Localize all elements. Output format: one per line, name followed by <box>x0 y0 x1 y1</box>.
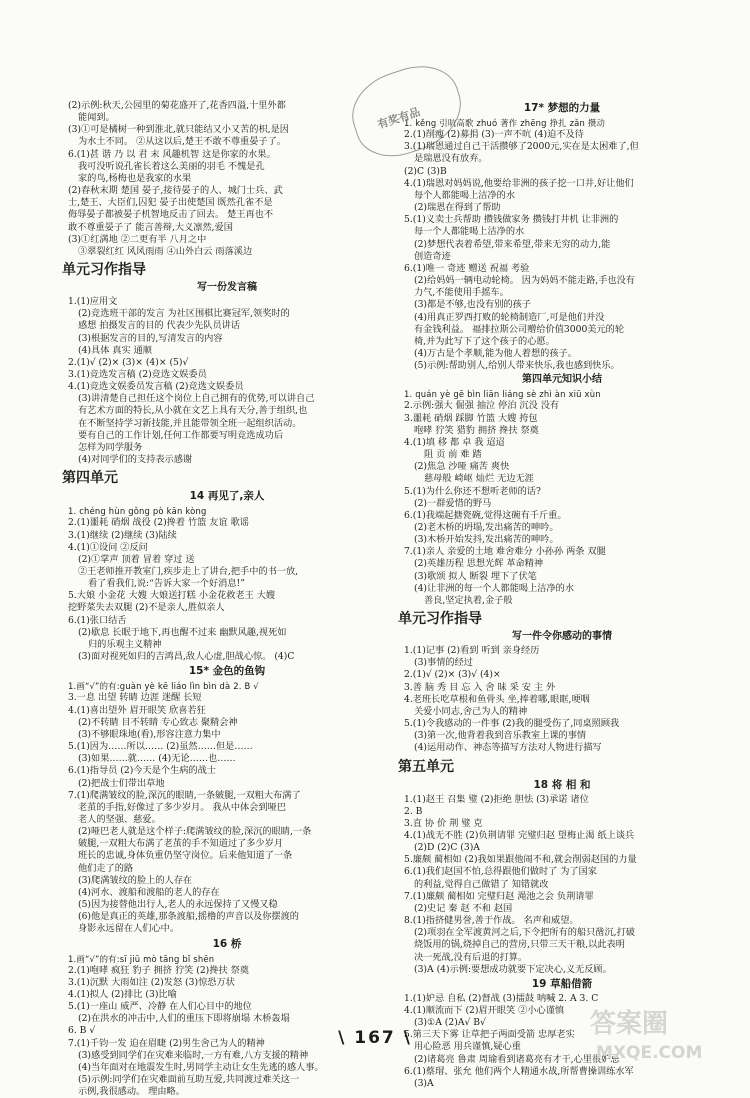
answer-line: 2.(1)咆哮 疯狂 豹子 拥挤 狞笑 (2)搀扶 祭奠 <box>68 964 249 976</box>
answer-line: 6.(1)蔡瑁、张允 他们两个人精通水战,所帮曹操训练水军 <box>404 1065 634 1077</box>
answer-line: (3)讲清楚自己担任这个岗位上自己拥有的优势,可以讲自己 <box>78 393 315 405</box>
answer-line: (2)把战士们带出草地 <box>78 777 165 789</box>
answer-line: 2.(1)噩耗 硝烟 战役 (2)搀着 竹篮 友谊 歌谣 <box>68 517 249 529</box>
answer-line: 有艺术方面的特长,从小就在文艺上具有天分,善于组织,也 <box>78 405 308 417</box>
answer-line: 3.(1)沉默 大雨如注 (2)发怒 (3)惊恐万状 <box>68 976 235 988</box>
answer-line: ②王老师推开教室门,疾步走上了讲台,把手中的书一放, <box>78 566 299 577</box>
answer-line: (3)①可是橘树一种到淮北,就只能结又小又苦的枳,是因 <box>68 124 289 136</box>
answer-line: (4)河水、渡船和渡船的老人的存在 <box>78 886 220 898</box>
answer-line: (2)老木桥的坍塌,发出痛苦的呻吟。 <box>414 522 559 533</box>
answer-line: 家的鸟,杨梅也是我家的水果 <box>78 172 192 184</box>
answer-line: 每一个人都能喝上洁净的水 <box>414 226 525 238</box>
answer-line: 2.(1)√ (2)× (3)× (4)× (5)√ <box>68 356 189 368</box>
answer-line: 8.(1)指挤健男誉,善于作战。 名声和威望。 <box>404 915 579 927</box>
answer-line: 老人的坚强、慈爱。 <box>78 813 161 825</box>
answer-line: (3)事情的经过 <box>414 657 473 669</box>
answer-line: 咆哮 狞笑 猎豹 拥挤 搀扶 祭奠 <box>414 424 539 436</box>
watermark-line-1: 答案圈 <box>590 1009 669 1039</box>
answer-line: 5.(1)义卖士兵帮助 攒钱做家务 攒钱打井机 让非洲的 <box>404 214 619 226</box>
answer-line: 1.(1)妒忌 自私 (2)督战 (3)擂鼓 呐喊 2. A 3. C <box>404 992 599 1004</box>
section-title: 写一份发言稿 <box>197 282 257 294</box>
answer-line: (3)不够眼珠地(看),形容注意力集中 <box>78 728 221 740</box>
answer-line: 5.(1)为什么你还不想听老师的话? <box>404 485 541 497</box>
answer-line: (2)示例:秋天,公园里的菊花盛开了,花香四溢,十里外都 <box>68 100 286 111</box>
answer-line: 3.(1)瑞恩通过自己干活攒够了2000元,实在是太困难了,但 <box>404 141 639 153</box>
answer-line: 2.(1)√ (2)× (3)√ (4)× <box>404 669 501 681</box>
answer-line: 3.噩耗 硝烟 踩脚 竹篮 大嫂 挎包 <box>404 412 538 424</box>
answer-line: 创造奇迹 <box>414 250 451 262</box>
answer-line: 感想 拍摄发言的目的 代表少先队员讲话 <box>78 320 241 332</box>
section-title: 第四单元知识小结 <box>522 374 602 386</box>
answer-line: 1. quán yè gē bìn liān liáng sè zhì àn xiū xùn <box>404 389 601 400</box>
answer-line: (2)春秋末期 楚国 晏子,接待晏子的人、城门士兵、武 <box>68 185 283 197</box>
answer-line: 3.(1)竞选发言稿 (2)竞选文娱委员 <box>68 368 207 380</box>
answer-line: 6.(1)我端起搪瓷碗,觉得这碗有千斤重。 <box>404 509 567 521</box>
answer-line: 4.(1)瑞恩对妈妈说,他要给非洲的孩子挖一口井,好让他们 <box>404 177 634 189</box>
answer-line: (2)C (3)B <box>404 165 447 177</box>
answer-line: 7.(1)爬满皱纹的脸,深沉的眼睛,一条皴腿,一双粗大布满了 <box>68 789 301 801</box>
answer-line: (3)A <box>414 1077 434 1089</box>
answer-line: 阻 贡 前 难 踏 <box>424 449 482 461</box>
answer-line: 怎样为同学服务 <box>78 441 143 453</box>
answer-line: 2. B <box>404 805 423 817</box>
answer-line: (5)示例:同学们在灾难面前互助互爱,共同渡过难关这一 <box>78 1074 300 1086</box>
answer-line: 6.(1)张口结舌 <box>68 614 127 626</box>
watermark-line-2: MXQE.COM <box>596 1043 703 1063</box>
answer-line: (3)①红满地 ②二更有半 八月之中 <box>68 233 207 245</box>
answer-line: 能闻到。 <box>78 112 115 124</box>
answer-line: 2.(1)削瘦 (2)募捐 (3)一声不吭 (4)迫不及待 <box>404 129 584 141</box>
watermark-logo <box>586 1002 736 1064</box>
answer-line: 4.(1)拟人 (2)排比 (3)比喻 <box>68 989 177 1000</box>
answer-line: 6.(1)我们赵国不怕,总得跟他们做时了 为了国家 <box>404 866 597 878</box>
page-number: \ 167 \ <box>338 1028 412 1048</box>
answer-line: 士,楚王、大臣们,囚犯 晏子出使楚国 既然孔雀不是 <box>68 197 273 209</box>
answer-line: 2.示例:强大 倔强 抽泣 停泊 沉没 没有 <box>404 400 560 412</box>
answer-line: (3)①A (2)A√ B√ <box>414 1017 486 1029</box>
lesson-title: 17* 梦想的力量 <box>523 102 601 114</box>
answer-line: 我可没听说孔雀长着这么美丽的羽毛 不愧是孔 <box>78 160 265 172</box>
answer-line: (2)诸葛亮 鲁肃 周瑜看到诸葛亮有才干,心里很妒忌 <box>414 1053 620 1065</box>
answer-line: (3)根据发言的目的,写清发言的内容 <box>78 332 223 344</box>
answer-line: (2)梦想代表着希望,带来希望,带来无穷的动力,能 <box>414 238 611 250</box>
answer-line: 3.一息 出望 转睛 边涯 迷醒 长短 <box>68 692 202 704</box>
answer-line: 有金钱利益。 福排拉斯公司赠给价值3000美元的轮 <box>414 323 625 335</box>
answer-line: 他们走了的路 <box>78 862 134 874</box>
answer-line: 侮辱晏子都被晏子机智地反击了回去。 楚王再也不 <box>68 209 274 221</box>
answer-line: (2)不转睛 目不转睛 专心致志 聚精会神 <box>78 716 238 728</box>
answer-line: 示例,我很感动。 理由略。 <box>78 1086 185 1098</box>
answer-line: 1. kěng 引吭高歌 zhuó 著作 zhēng 挣扎 zǎn 攒动 <box>404 118 606 128</box>
answer-line: (4)运用动作、神态等描写方法对人物进行描写 <box>414 742 602 754</box>
answer-line: 挖野菜失去双腿 (2)不是亲人,胜似亲人 <box>68 602 225 614</box>
answer-line: 慈母般 崎岖 灿烂 无边无涯 <box>424 473 534 485</box>
answer-line: (3)如果……就…… (4)无论……也…… <box>78 753 236 765</box>
answer-line: (2)瑞恩在得到了帮助 <box>414 202 501 214</box>
unit-heading: 第五单元 <box>398 758 454 775</box>
answer-line: 烧饭用的锅,烧掉自己的营房,只带三天干粮,以此表明 <box>414 939 625 951</box>
answer-line: 5.(1)令我感动的一件事 (2)我的腿受伤了,同桌照顾我 <box>404 718 620 730</box>
lesson-title: 16 桥 <box>212 937 242 950</box>
answer-line: (3)歌颂 拟人 断裂 埋下了伏笔 <box>414 570 537 582</box>
answer-line: ③翠裂红红 风风雨雨 ④山外白云 雨落溪边 <box>78 245 253 257</box>
lesson-title: 19 草船借箭 <box>531 977 593 990</box>
answer-line: (2)项羽在全军渡黄河之后,下令把所有的船只凿沉,打破 <box>414 927 635 939</box>
answer-line: (2)焦急 沙哑 痛苦 爽快 <box>414 461 510 473</box>
answer-line: (2)哑巴老人就是这个样子:爬满皱纹的脸,深沉的眼睛,一条 <box>78 826 312 838</box>
answer-line: (3)都是不够,也没有别的孩子 <box>414 299 531 311</box>
answer-line: (2)英雄历程 思想光辉 革命精神 <box>414 558 544 570</box>
answer-line: 7.(1)亲人 亲爱的土地 难舍难分 小孙孙 两条 双腿 <box>404 546 606 558</box>
answer-line: 看了看我们,说:“告诉大家一个好消息!” <box>88 578 245 590</box>
answer-line: 4.(1)顺流而下 (2)眉开眼笑 ②小心谨慎 <box>404 1005 565 1016</box>
lesson-title: 15* 金色的鱼钩 <box>188 665 266 678</box>
answer-line: 5.第三天下雾 让草把子两面受箭 忠厚老实 <box>404 1029 575 1041</box>
answer-line: (2)D (2)C (3)A <box>414 842 480 854</box>
answer-line: 为水土不同。 ②从这以后,楚王不敢不尊重晏子了。 <box>78 136 286 148</box>
answer-line: (2)①掌声 顶着 冒着 穿过 送 <box>78 553 195 565</box>
answer-line: (4)具体 真实 通顺 <box>78 344 152 356</box>
stamp-text: 有奖有品 <box>375 105 422 132</box>
answer-line: 4.(1)喜出望外 眉开眼笑 欣喜若狂 <box>68 704 206 716</box>
answer-line: 6.(1)指导员 (2)今天是个生病的战士 <box>68 765 216 777</box>
answer-line: (3)A (4)示例:要想成功就要下定决心,义无反顾。 <box>414 963 612 975</box>
answer-line: 身影永远留在人们心中。 <box>78 923 180 935</box>
answer-line: 3.善 脑 秀 目 忘 入 舍 昧 采 安 主 外 <box>404 681 556 693</box>
answer-line: (5)因为接替他出行人,老人的永远保持了又慢又稳 <box>78 899 278 911</box>
answer-line: 归的乐观主义精神 <box>88 638 162 650</box>
lesson-title: 18 将 相 和 <box>533 778 591 791</box>
answer-line: 用心险恶 用兵谨慎,疑心重 <box>414 1041 521 1053</box>
answer-line: 3.直 协 价 荆 璧 克 <box>404 817 483 829</box>
answer-line: 决一死战,没有后退的打算。 <box>414 951 528 963</box>
answer-line: 敢不尊重晏子了 能言善辩,大义凛然,爱国 <box>68 221 233 233</box>
answer-line: 5.(1)一座山 威严、冷静 在人们心目中的地位 <box>68 1001 252 1013</box>
answer-line: 5.廉颇 蔺相如 (2)我如果跟他闹不和,就会削弱赵国的力量 <box>404 854 637 866</box>
answer-line: 3.(1)继续 (2)继续 (3)陆续 <box>68 529 177 541</box>
answer-line: 4.(1)竞选文娱委员发言稿 (2)竞选文娱委员 <box>68 381 244 393</box>
answer-line: 5.大娘 小金花 大嫂 大娘送打糕 小金花救老王 大嫂 <box>68 590 276 602</box>
answer-line: 4.(1)战无不胜 (2)负荆请罪 完璧归赵 望梅止渴 纸上谈兵 <box>404 829 635 841</box>
answer-line: 老茧的手指,好像过了多少岁月。 我从中体会到哑巴 <box>78 801 286 813</box>
answer-line: 关爱小同志,舍己为人的精神 <box>414 705 528 717</box>
answer-line: 7.(1)千钧一发 迫在眉睫 (2)男生舍己为人的精神 <box>68 1037 265 1049</box>
unit-heading: 单元习作指导 <box>62 262 146 279</box>
answer-line: 1.(1)赵王 召集 璧 (2)拒绝 胆怯 (3)承诺 诸位 <box>404 793 589 805</box>
answer-line: 4.老班长吃草根和鱼骨头 坐,捧着哪,眼眶,哽咽 <box>404 693 590 705</box>
answer-line: (4)万古是个孝顺,能为他人着想的孩子。 <box>414 347 577 359</box>
answer-line: 1.(1)记事 (2)看到 听到 亲身经历 <box>404 645 540 657</box>
answer-line: 班长的忠诚,身体负重仍坚守岗位。后来他知道了一条 <box>78 850 293 862</box>
answer-line: (2)给妈妈一辆电动轮椅。 因为妈妈不能走路,手也没有 <box>414 275 635 287</box>
answer-line: (4)让非洲的每一个人都能喝上洁净的水 <box>414 582 575 594</box>
answer-line: 5.(1)因为……所以…… (2)虽然……但是…… <box>68 741 253 753</box>
answer-line: 要有自己的工作计划,任何工作都要写明竞选成功后 <box>78 429 284 441</box>
answer-line: 1.(1)应用文 <box>68 296 118 308</box>
answer-line: 6.(1)甚 谐 乃 以 君 末 风趣机智 这是你家的水果。 <box>68 148 276 160</box>
answer-line: (3)面对视死如归的吉鸿昌,敌人心虚,胆战心惊。 (4)C <box>78 651 295 663</box>
answer-line: 善良,坚定执着,金子般 <box>424 594 513 606</box>
answer-line: (2)在洪水的冲击中,人们的重压下即将崩塌 木桥轰塌 <box>78 1013 290 1025</box>
lesson-title: 14 再见了,亲人 <box>189 490 265 503</box>
answer-line: 椅,并为此写下了这个孩子的心愿。 <box>414 335 555 347</box>
answer-line: (2)一群爱惜的野马 <box>414 497 492 509</box>
unit-heading: 第四单元 <box>62 470 118 487</box>
answer-line: (3)感受到同学们在灾难来临时,一方有难,八方支援的精神 <box>78 1049 309 1061</box>
answer-line: (4)当年面对在地震发生时,男同学主动让女生先逃的感人事。 <box>78 1061 324 1073</box>
answer-line: 4.(1)填 移 都 卓 我 迢迢 <box>404 436 505 448</box>
answer-line: (2)史记 秦 赵 不和 赵国 <box>414 902 513 914</box>
answer-line: (3)第一次,他背着我到音乐教室上课的事情 <box>414 730 587 742</box>
answer-line: 1. chéng hùn gǒng pò kān kòng <box>68 506 207 517</box>
answer-line: (3)爬满皱纹的脸上的人存在 <box>78 874 193 886</box>
answer-line: (4)用真正罗西打败的轮椅制造厂,可是他们并没 <box>414 311 605 323</box>
answer-line: 每个人都能喝上洁净的水 <box>414 189 516 201</box>
answer-line: 1.画“√”的有:guàn yè kē liáo lìn bìn dà 2. B √ <box>68 681 259 692</box>
answer-line: 7.(1)廉颇 蔺相如 完璧归赵 渑池之会 负荆请罪 <box>404 890 594 902</box>
unit-heading: 单元习作指导 <box>398 611 482 628</box>
answer-line: 皴腿,一双粗大布满了老茧的手不知道过了多少岁月 <box>78 838 284 850</box>
answer-line: 1.画“√”的有:sī jiū mò tāng bǐ shēn <box>68 953 215 964</box>
left-column <box>62 100 386 1098</box>
answer-line: (6)他是真正的英雄,那条渡船,摇橹的声音以及你摆渡的 <box>78 911 299 923</box>
answer-line: 4.(1)①设问 ②反问 <box>68 541 148 553</box>
answer-line: (2)歇息 长眠于地下,再也醒不过来 幽默风趣,视死如 <box>78 626 287 638</box>
answer-line: 的利益,觉得自己做错了 知错就改 <box>414 878 549 890</box>
answer-line: (5)示例:帮助别人,给别人带来快乐,我也感到快乐。 <box>414 360 620 372</box>
answer-line: (2)竞选班干部的发言 为社区围棋比赛冠军,领奖时的 <box>78 308 290 320</box>
answer-line: 在不断坚持学习新技能,并且能带领全班一起组织活动。 <box>78 417 302 429</box>
section-title: 写一件令你感动的事情 <box>512 631 612 643</box>
answer-line: (4)对同学们的支持表示感谢 <box>78 454 193 466</box>
answer-line: 是瑞恩没有放弃。 <box>414 153 488 165</box>
answer-line: 6.(1)唯一 奇迹 赠送 祝福 考验 <box>404 262 530 274</box>
answer-line: 力气,不能使用手摇车。 <box>414 287 509 299</box>
answer-line: (3)木桥开始发抖,发出痛苦的呻吟。 <box>414 534 559 546</box>
answer-line: 6. B √ <box>68 1025 96 1037</box>
